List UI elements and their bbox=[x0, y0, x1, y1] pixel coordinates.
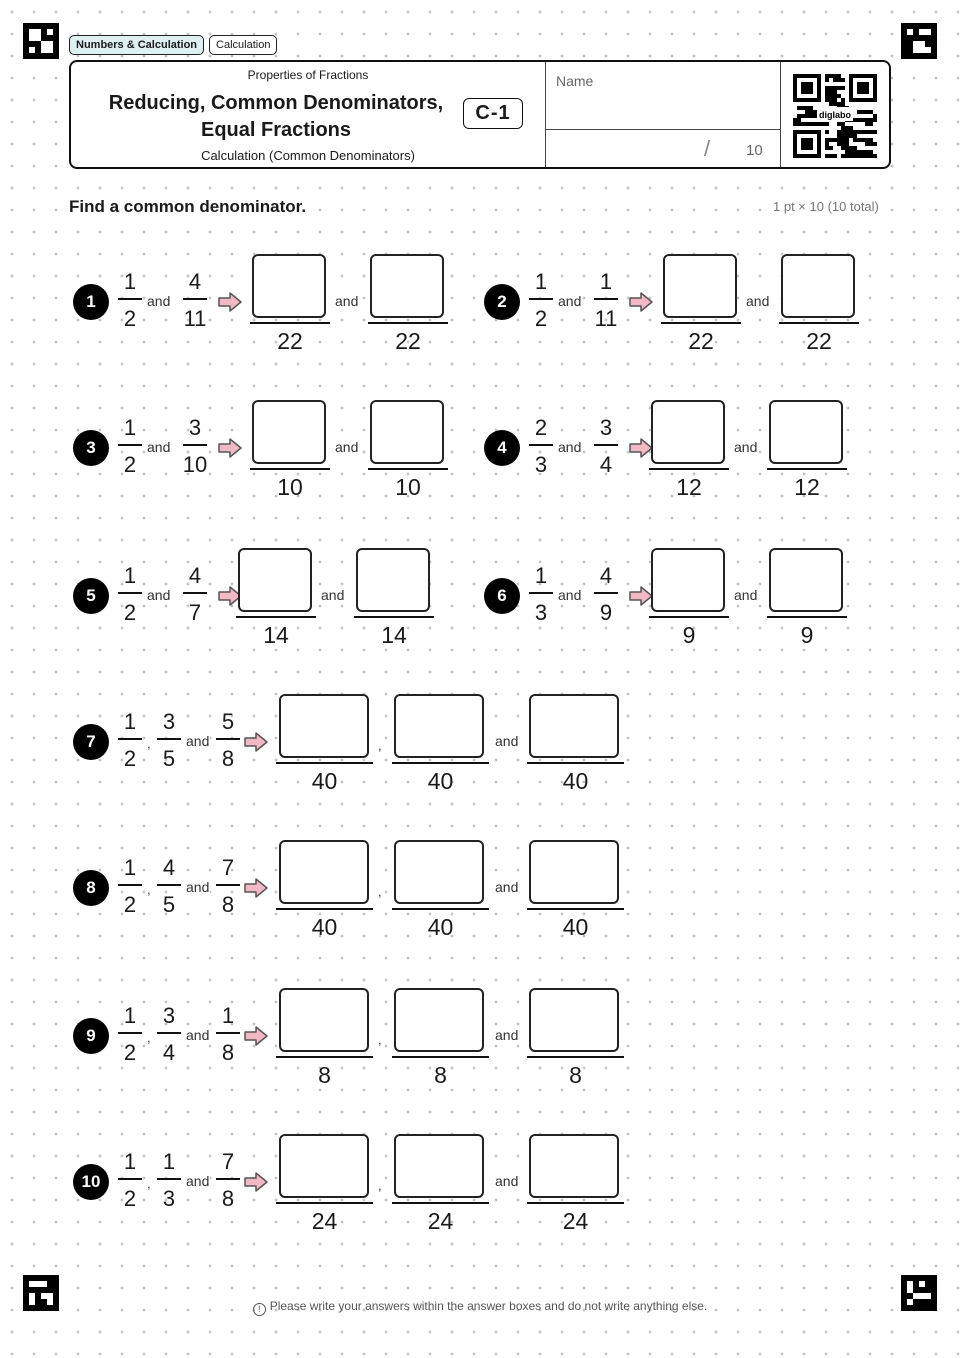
fraction bbox=[115, 268, 145, 332]
answer-fraction-bar bbox=[527, 762, 624, 764]
and-label: and bbox=[186, 1173, 210, 1189]
numerator: 3 bbox=[188, 415, 202, 440]
answer-box[interactable] bbox=[781, 254, 855, 318]
header-subtitle: Properties of Fractions bbox=[247, 68, 369, 82]
denominator: 4 bbox=[599, 452, 613, 477]
denominator: 2 bbox=[123, 1186, 137, 1211]
answer-denominator: 9 bbox=[682, 622, 696, 648]
numerator: 1 bbox=[534, 563, 548, 588]
answer-box[interactable] bbox=[529, 1134, 619, 1198]
arrow-icon bbox=[218, 292, 242, 312]
fraction bbox=[180, 562, 210, 626]
answer-fraction bbox=[527, 840, 624, 944]
answer-fraction-bar bbox=[354, 616, 434, 618]
and-label: and bbox=[186, 733, 210, 749]
numerator: 1 bbox=[534, 269, 548, 294]
answer-box[interactable] bbox=[252, 254, 326, 318]
name-score-area bbox=[545, 62, 781, 167]
page-title bbox=[71, 90, 481, 144]
fraction-bar bbox=[118, 884, 142, 886]
answer-fraction bbox=[250, 400, 330, 504]
answer-fraction-bar bbox=[392, 1056, 489, 1058]
fraction-bar bbox=[183, 298, 207, 300]
numerator: 4 bbox=[162, 855, 176, 880]
info-icon: ! bbox=[253, 1303, 266, 1316]
fraction bbox=[526, 268, 556, 332]
fraction bbox=[154, 854, 184, 918]
arrow-icon bbox=[244, 732, 268, 752]
denominator: 2 bbox=[123, 746, 137, 771]
denominator: 3 bbox=[162, 1186, 176, 1211]
fraction-bar bbox=[594, 444, 618, 446]
tag-calculation: Calculation bbox=[209, 35, 277, 55]
answer-box[interactable] bbox=[769, 548, 843, 612]
answer-fraction-bar bbox=[527, 908, 624, 910]
answer-denominator: 9 bbox=[800, 622, 814, 648]
answer-box[interactable] bbox=[651, 400, 725, 464]
answer-fraction bbox=[236, 548, 316, 652]
and-label: and bbox=[495, 879, 519, 895]
name-label: Name bbox=[556, 73, 594, 89]
answer-fraction bbox=[527, 988, 624, 1092]
answer-fraction bbox=[527, 1134, 624, 1238]
fraction bbox=[115, 562, 145, 626]
numerator: 3 bbox=[162, 1003, 176, 1028]
fraction-bar bbox=[157, 1178, 181, 1180]
numerator: 2 bbox=[534, 415, 548, 440]
answer-box[interactable] bbox=[663, 254, 737, 318]
fraction bbox=[115, 414, 145, 478]
answer-fraction bbox=[767, 400, 847, 504]
fraction bbox=[213, 708, 243, 772]
problem-number: 8 bbox=[73, 870, 109, 906]
answer-denominator: 14 bbox=[381, 622, 407, 648]
answer-fraction bbox=[354, 548, 434, 652]
answer-fraction-bar bbox=[276, 1202, 373, 1204]
fraction-bar bbox=[216, 1032, 240, 1034]
instruction: Find a common denominator. bbox=[69, 197, 307, 216]
denominator: 5 bbox=[162, 746, 176, 771]
numerator: 4 bbox=[188, 269, 202, 294]
denominator: 2 bbox=[123, 1040, 137, 1065]
footer-text: Please write your answers within the answer boxes and do not write anything else. bbox=[269, 1299, 708, 1313]
answer-denominator: 10 bbox=[277, 474, 303, 500]
fraction bbox=[526, 562, 556, 626]
denominator: 8 bbox=[221, 746, 235, 771]
arrow-icon bbox=[244, 1026, 268, 1046]
numerator: 1 bbox=[123, 709, 137, 734]
answer-fraction-bar bbox=[368, 468, 448, 470]
answer-fraction bbox=[779, 254, 859, 358]
denominator: 3 bbox=[534, 452, 548, 477]
comma: , bbox=[147, 1030, 151, 1045]
answer-fraction-bar bbox=[392, 1202, 489, 1204]
answer-denominator: 40 bbox=[311, 768, 338, 794]
answer-box[interactable] bbox=[370, 400, 444, 464]
problem-number: 1 bbox=[73, 284, 109, 320]
answer-fraction bbox=[392, 988, 489, 1092]
answer-box[interactable] bbox=[238, 548, 312, 612]
answer-fraction-bar bbox=[649, 468, 729, 470]
answer-box[interactable] bbox=[279, 1134, 369, 1198]
and-label: and bbox=[147, 439, 171, 455]
numerator: 1 bbox=[123, 563, 137, 588]
answer-denominator: 14 bbox=[263, 622, 289, 648]
answer-box[interactable] bbox=[769, 400, 843, 464]
fraction bbox=[180, 414, 210, 478]
numerator: 1 bbox=[221, 1003, 235, 1028]
numerator: 7 bbox=[221, 855, 235, 880]
numerator: 3 bbox=[599, 415, 613, 440]
fraction bbox=[213, 1148, 243, 1212]
denominator: 11 bbox=[183, 306, 207, 331]
fraction bbox=[591, 414, 621, 478]
answer-fraction-bar bbox=[767, 468, 847, 470]
fraction-bar bbox=[594, 592, 618, 594]
answer-fraction-bar bbox=[276, 762, 373, 764]
problem-number: 2 bbox=[484, 284, 520, 320]
answer-denominator: 12 bbox=[676, 474, 702, 500]
numerator: 1 bbox=[123, 269, 137, 294]
answer-box[interactable] bbox=[529, 840, 619, 904]
worksheet-header bbox=[69, 60, 891, 169]
answer-fraction bbox=[649, 400, 729, 504]
fraction-bar bbox=[118, 592, 142, 594]
numerator: 1 bbox=[123, 415, 137, 440]
answer-fraction-bar bbox=[392, 762, 489, 764]
answer-box[interactable] bbox=[529, 694, 619, 758]
answer-fraction bbox=[250, 254, 330, 358]
answer-fraction-bar bbox=[527, 1056, 624, 1058]
arrow-icon bbox=[244, 1172, 268, 1192]
numerator: 1 bbox=[123, 1149, 137, 1174]
comma: , bbox=[378, 1178, 382, 1193]
answer-fraction bbox=[527, 694, 624, 798]
comma: , bbox=[147, 882, 151, 897]
score-total: 10 bbox=[746, 142, 763, 159]
and-label: and bbox=[335, 293, 359, 309]
answer-denominator: 22 bbox=[806, 328, 832, 354]
header-title-area bbox=[71, 62, 545, 167]
problem-number: 10 bbox=[73, 1164, 109, 1200]
fraction bbox=[115, 1148, 145, 1212]
answer-box[interactable] bbox=[279, 840, 369, 904]
and-label: and bbox=[558, 439, 582, 455]
answer-denominator: 40 bbox=[427, 914, 454, 940]
denominator: 8 bbox=[221, 1040, 235, 1065]
answer-fraction bbox=[661, 254, 741, 358]
answer-fraction-bar bbox=[276, 908, 373, 910]
answer-fraction bbox=[276, 988, 373, 1092]
fraction-bar bbox=[216, 884, 240, 886]
answer-box[interactable] bbox=[394, 988, 484, 1052]
numerator: 4 bbox=[188, 563, 202, 588]
denominator: 8 bbox=[221, 892, 235, 917]
denominator: 5 bbox=[162, 892, 176, 917]
denominator: 2 bbox=[123, 306, 137, 331]
answer-box[interactable] bbox=[651, 548, 725, 612]
answer-fraction-bar bbox=[392, 908, 489, 910]
answer-fraction-bar bbox=[276, 1056, 373, 1058]
fraction-bar bbox=[594, 298, 618, 300]
answer-denominator: 8 bbox=[434, 1062, 447, 1088]
answer-box[interactable] bbox=[370, 254, 444, 318]
and-label: and bbox=[186, 1027, 210, 1043]
answer-denominator: 22 bbox=[688, 328, 714, 354]
arrow-icon bbox=[244, 878, 268, 898]
answer-fraction-bar bbox=[250, 468, 330, 470]
score-slash: / bbox=[704, 136, 711, 161]
denominator: 2 bbox=[123, 452, 137, 477]
answer-fraction-bar bbox=[368, 322, 448, 324]
fraction-bar bbox=[118, 298, 142, 300]
fraction bbox=[154, 1148, 184, 1212]
answer-fraction-bar bbox=[649, 616, 729, 618]
numerator: 5 bbox=[221, 709, 235, 734]
answer-denominator: 22 bbox=[277, 328, 303, 354]
fraction-bar bbox=[183, 444, 207, 446]
fraction bbox=[180, 268, 210, 332]
answer-fraction bbox=[767, 548, 847, 652]
problem-number: 3 bbox=[73, 430, 109, 466]
fraction-bar bbox=[118, 1032, 142, 1034]
answer-denominator: 12 bbox=[794, 474, 820, 500]
numerator: 1 bbox=[599, 269, 613, 294]
numerator: 1 bbox=[123, 1003, 137, 1028]
corner-marker-top-right bbox=[901, 23, 937, 59]
and-label: and bbox=[746, 293, 770, 309]
fraction-bar bbox=[118, 738, 142, 740]
denominator: 8 bbox=[221, 1186, 235, 1211]
and-label: and bbox=[335, 439, 359, 455]
answer-fraction bbox=[392, 1134, 489, 1238]
answer-fraction bbox=[392, 840, 489, 944]
answer-box[interactable] bbox=[394, 694, 484, 758]
denominator: 11 bbox=[594, 306, 618, 331]
and-label: and bbox=[495, 733, 519, 749]
arrow-icon bbox=[218, 438, 242, 458]
fraction-bar bbox=[118, 444, 142, 446]
fraction-bar bbox=[529, 592, 553, 594]
fraction bbox=[591, 562, 621, 626]
denominator: 4 bbox=[162, 1040, 176, 1065]
problem-number: 6 bbox=[484, 578, 520, 614]
answer-fraction bbox=[649, 548, 729, 652]
fraction-bar bbox=[157, 884, 181, 886]
answer-fraction-bar bbox=[250, 322, 330, 324]
comma: , bbox=[147, 736, 151, 751]
fraction-bar bbox=[183, 592, 207, 594]
fraction-bar bbox=[216, 1178, 240, 1180]
qr-label: diglabo bbox=[819, 110, 851, 120]
denominator: 10 bbox=[182, 452, 208, 477]
arrow-icon bbox=[629, 292, 653, 312]
answer-denominator: 24 bbox=[427, 1208, 454, 1234]
problem-number: 5 bbox=[73, 578, 109, 614]
tag-numbers-calculation: Numbers & Calculation bbox=[69, 35, 204, 55]
fraction-bar bbox=[216, 738, 240, 740]
answer-box[interactable] bbox=[529, 988, 619, 1052]
answer-fraction bbox=[276, 1134, 373, 1238]
denominator: 3 bbox=[534, 600, 548, 625]
answer-box[interactable] bbox=[394, 840, 484, 904]
corner-marker-top-left bbox=[23, 23, 59, 59]
problem-number: 7 bbox=[73, 724, 109, 760]
answer-denominator: 8 bbox=[569, 1062, 582, 1088]
answer-box[interactable] bbox=[279, 988, 369, 1052]
answer-fraction bbox=[392, 694, 489, 798]
and-label: and bbox=[147, 293, 171, 309]
answer-denominator: 40 bbox=[311, 914, 338, 940]
answer-denominator: 22 bbox=[395, 328, 421, 354]
answer-fraction-bar bbox=[527, 1202, 624, 1204]
fraction bbox=[154, 708, 184, 772]
numerator: 3 bbox=[162, 709, 176, 734]
fraction bbox=[154, 1002, 184, 1066]
and-label: and bbox=[495, 1027, 519, 1043]
denominator: 2 bbox=[123, 600, 137, 625]
divider bbox=[546, 129, 780, 130]
fraction-bar bbox=[529, 298, 553, 300]
answer-denominator: 10 bbox=[395, 474, 421, 500]
fraction bbox=[213, 854, 243, 918]
and-label: and bbox=[734, 587, 758, 603]
and-label: and bbox=[186, 879, 210, 895]
answer-denominator: 40 bbox=[562, 768, 589, 794]
comma: , bbox=[378, 1032, 382, 1047]
fraction bbox=[115, 708, 145, 772]
page-title-line2: Equal Fractions bbox=[200, 119, 352, 141]
fraction bbox=[115, 1002, 145, 1066]
answer-denominator: 40 bbox=[427, 768, 454, 794]
and-label: and bbox=[495, 1173, 519, 1189]
problem-number: 4 bbox=[484, 430, 520, 466]
answer-fraction-bar bbox=[779, 322, 859, 324]
answer-denominator: 24 bbox=[311, 1208, 338, 1234]
answer-fraction bbox=[368, 400, 448, 504]
problem-number: 9 bbox=[73, 1018, 109, 1054]
answer-box[interactable] bbox=[252, 400, 326, 464]
answer-fraction bbox=[276, 840, 373, 944]
answer-fraction-bar bbox=[767, 616, 847, 618]
fraction-bar bbox=[157, 1032, 181, 1034]
points-note: 1 pt × 10 (10 total) bbox=[773, 199, 879, 214]
denominator: 9 bbox=[599, 600, 613, 625]
answer-box[interactable] bbox=[394, 1134, 484, 1198]
and-label: and bbox=[321, 587, 345, 603]
numerator: 1 bbox=[162, 1149, 176, 1174]
answer-denominator: 8 bbox=[318, 1062, 331, 1088]
answer-box[interactable] bbox=[356, 548, 430, 612]
numerator: 4 bbox=[599, 563, 613, 588]
footer-note bbox=[0, 1299, 960, 1316]
comma: , bbox=[147, 1176, 151, 1191]
and-label: and bbox=[147, 587, 171, 603]
header-category: Calculation (Common Denominators) bbox=[201, 148, 415, 163]
fraction-bar bbox=[157, 738, 181, 740]
answer-denominator: 40 bbox=[562, 914, 589, 940]
fraction bbox=[213, 1002, 243, 1066]
and-label: and bbox=[558, 293, 582, 309]
worksheet-code: C-1 bbox=[463, 98, 523, 129]
qr-code-icon bbox=[793, 74, 877, 158]
fraction bbox=[115, 854, 145, 918]
fraction bbox=[591, 268, 621, 332]
answer-fraction bbox=[276, 694, 373, 798]
comma: , bbox=[378, 884, 382, 899]
denominator: 2 bbox=[534, 306, 548, 331]
page-title-line1: Reducing, Common Denominators, bbox=[108, 92, 444, 114]
numerator: 1 bbox=[123, 855, 137, 880]
and-label: and bbox=[558, 587, 582, 603]
denominator: 7 bbox=[188, 600, 202, 625]
fraction-bar bbox=[529, 444, 553, 446]
and-label: and bbox=[734, 439, 758, 455]
fraction-bar bbox=[118, 1178, 142, 1180]
answer-fraction bbox=[368, 254, 448, 358]
answer-fraction-bar bbox=[661, 322, 741, 324]
fraction bbox=[526, 414, 556, 478]
answer-box[interactable] bbox=[279, 694, 369, 758]
numerator: 7 bbox=[221, 1149, 235, 1174]
answer-denominator: 24 bbox=[562, 1208, 589, 1234]
answer-fraction-bar bbox=[236, 616, 316, 618]
denominator: 2 bbox=[123, 892, 137, 917]
category-tags bbox=[69, 35, 277, 55]
comma: , bbox=[378, 738, 382, 753]
